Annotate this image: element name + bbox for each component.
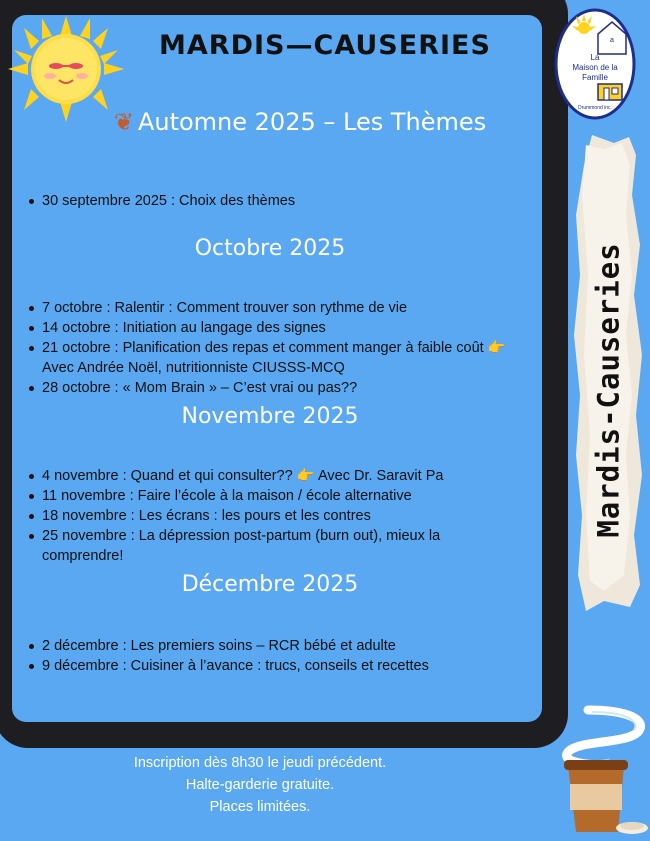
- october-heading: Octobre 2025: [194, 236, 346, 261]
- list-item: 18 novembre : Les écrans : les pours et les contres: [24, 506, 524, 526]
- list-item: 14 octobre : Initiation au langage des signes: [24, 318, 524, 338]
- logo-text-la: La: [590, 53, 600, 62]
- logo-text-drummond: Drummond inc.: [578, 105, 612, 111]
- december-list: [24, 636, 524, 676]
- list-item: 11 novembre : Faire l’école à la maison / école alternative: [24, 486, 524, 506]
- november-heading: Novembre 2025: [181, 404, 359, 429]
- list-item: 4 novembre : Quand et qui consulter?? 👉 Avec Dr. Saravit Pa: [24, 466, 524, 486]
- list-item: 2 décembre : Les premiers soins – RCR bébé et adulte: [24, 636, 524, 656]
- intro-list: [24, 191, 524, 211]
- list-item: 7 octobre : Ralentir : Comment trouver son rythme de vie: [24, 298, 524, 318]
- side-banner: [574, 190, 644, 590]
- list-item: 25 novembre : La dépression post-partum (burn out), mieux la comprendre!: [24, 526, 524, 566]
- registration-info: Inscription dès 8h30 le jeudi précédent.: [133, 755, 387, 771]
- december-heading: Décembre 2025: [181, 572, 359, 597]
- maison-famille-logo: [554, 8, 636, 120]
- list-item: 21 octobre : Planification des repas et comment manger à faible coût 👉 Avec Andrée Noël, nutritionniste CIUSSS-MCQ: [24, 338, 524, 378]
- season-label: Automne 2025 – Les Thèmes: [137, 108, 487, 136]
- autumn-leaves-icon: ❦: [113, 108, 134, 136]
- page-title: MARDIS—CAUSERIES: [159, 30, 491, 61]
- childcare-info: Halte-garderie gratuite.: [185, 777, 335, 793]
- list-item: 28 octobre : « Mom Brain » – C’est vrai ou pas??: [24, 378, 524, 398]
- october-list: [24, 298, 524, 398]
- side-banner-text: Mardis-Causeries: [592, 242, 627, 538]
- list-item: 9 décembre : Cuisiner à l’avance : trucs, conseils et recettes: [24, 656, 524, 676]
- logo-text-famille: Famille: [582, 73, 608, 82]
- november-list: [24, 466, 524, 566]
- season-heading: [0, 108, 600, 136]
- coffee-cup-icon: [548, 700, 650, 841]
- list-item: 30 septembre 2025 : Choix des thèmes: [24, 191, 524, 211]
- logo-text-maison: Maison de la: [572, 63, 618, 72]
- svg-text:a: a: [610, 37, 614, 44]
- places-info: Places limitées.: [209, 799, 311, 815]
